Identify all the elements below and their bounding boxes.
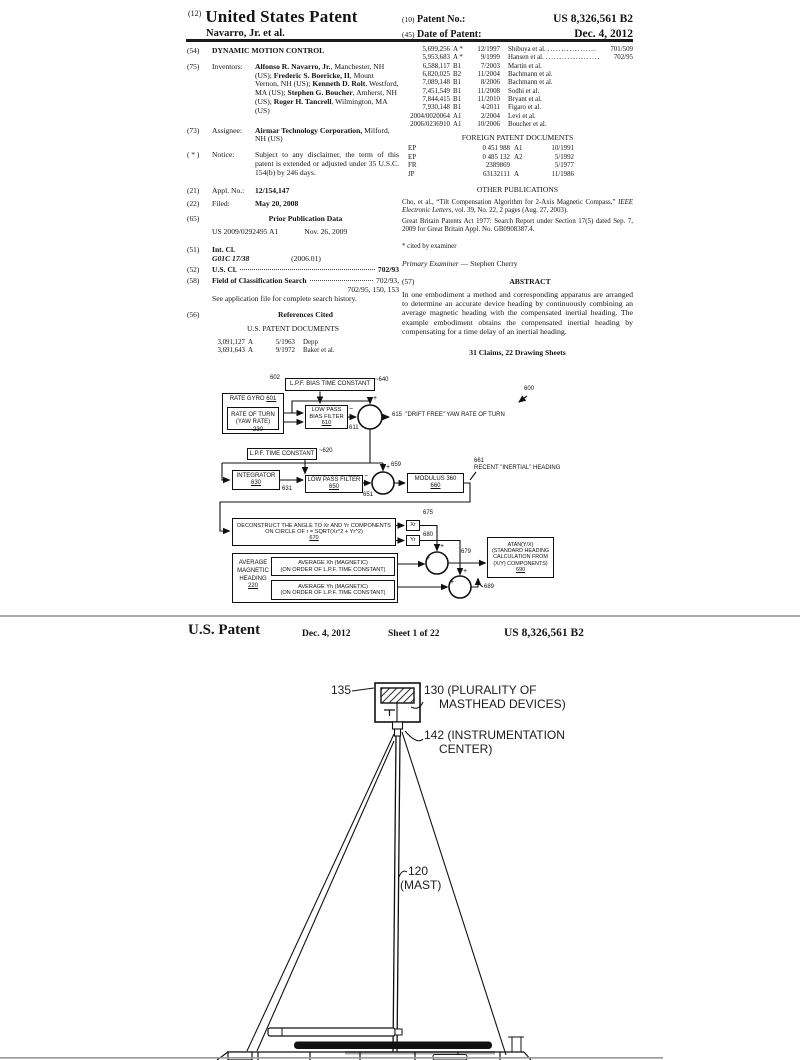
- other-publications-heading: OTHER PUBLICATIONS: [476, 184, 559, 194]
- patent-date-label: Date of Patent:: [417, 28, 482, 40]
- us-patent-ref-row: 7,089,148 B1 8/2006 Bachmann et al.: [422, 79, 553, 87]
- filed-label: Filed:: [212, 199, 230, 209]
- backstay-inner: [257, 741, 394, 1051]
- y-component-box: Yr: [406, 535, 420, 546]
- ref-611: 611: [349, 425, 359, 431]
- stern-locker: [228, 1052, 252, 1060]
- us-patent-ref-row: 3,691,643 A 9/1972 Baker et al.: [217, 347, 335, 355]
- bibliographic-right-column: [402, 46, 633, 358]
- cited-by-examiner-note: * cited by examiner: [402, 242, 457, 250]
- x-component-box: Xr: [406, 520, 420, 531]
- ref-600: 600: [524, 386, 535, 392]
- ref-620: ~620: [319, 448, 333, 454]
- ref-120-label: 120 (MAST): [400, 864, 442, 892]
- drift-free-output-label: 615 "DRIFT FREE" YAW RATE OF TURN: [392, 412, 505, 418]
- prior-publication-entry: [187, 215, 399, 224]
- rate-of-turn-box: RATE OF TURN (YAW RATE): [227, 407, 279, 430]
- int-cl-content: Int. Cl. G01C 17/38 (2006.01): [212, 244, 321, 263]
- dot-leader: [240, 269, 375, 270]
- int-cl-code: G01C 17/38: [212, 253, 250, 263]
- lpf-time-constant-box: L.P.F. TIME CONSTANT: [247, 448, 317, 460]
- svg-text:+: +: [373, 395, 378, 402]
- backstay-outer: [247, 734, 394, 1051]
- us-patent-documents-heading: U.S. PATENT DOCUMENTS: [247, 324, 339, 334]
- application-number-entry: [187, 187, 399, 196]
- inid-51: (51): [187, 244, 200, 254]
- field-label: Field of Classification Search: [212, 276, 307, 286]
- sheet-header-date: Dec. 4, 2012: [302, 629, 351, 639]
- svg-text:+: +: [440, 543, 445, 550]
- bow-pulpit: [508, 1037, 524, 1052]
- sailboat-figure: [0, 660, 800, 1060]
- inid-21: (21): [187, 185, 200, 195]
- ref-675: 675: [423, 510, 434, 516]
- inid-22: (22): [187, 199, 200, 209]
- invention-title-entry: [187, 47, 399, 56]
- average-magnetic-heading-label: AVERAGE MAGNETIC HEADING 220: [237, 560, 269, 590]
- boom-end-cap: [395, 1029, 402, 1035]
- us-refs-left: [187, 339, 399, 356]
- us-patent-ref-row: 5,699,256 A * 12/1997 Shibuya et al. .................. 701/509: [422, 46, 633, 53]
- primary-examiner-line: Primary Examiner — Stephen Cherry: [402, 258, 518, 268]
- svg-text:−: −: [349, 406, 354, 413]
- inid-52: (52): [187, 265, 200, 275]
- us-patent-ref-row: 6,820,025 B2 11/2004 Bachmann et al.: [422, 71, 553, 79]
- sheet-header-title: U.S. Patent: [188, 622, 261, 638]
- us-patent-ref-row: 2006/0236910 A1 10/2006 Boucher et al.: [410, 121, 547, 129]
- page1-header-left: [188, 7, 358, 39]
- kind-code: (12): [188, 9, 202, 18]
- stern-slant: [217, 1052, 228, 1060]
- inventors-label: Inventors:: [212, 61, 243, 71]
- ref-602: 602: [270, 375, 281, 381]
- heading-computation-flow-diagram: [0, 375, 800, 615]
- us-patent-ref-row: 7,451,549 B1 11/2008 Sodhi et al.: [422, 87, 540, 95]
- inid-54: (54): [187, 46, 200, 55]
- ref-689: 689: [484, 584, 495, 590]
- filed-value: May 20, 2008: [255, 199, 299, 209]
- rate-gyro-box: RATE GYRO 601 RATE OF TURN (YAW RATE): [222, 393, 284, 434]
- field-value: 702/93,: [376, 276, 399, 286]
- foreign-refs: [402, 145, 633, 180]
- dot-leader: [310, 280, 373, 281]
- lpf-bias-time-constant-box: L.P.F. BIAS TIME CONSTANT: [285, 378, 375, 391]
- us-patent-ref-row: 5,953,683 A * 9/1999 Hansen et al. .................... 702/95: [422, 54, 633, 62]
- foreign-ref-row: FR 2389869 5/1977: [408, 162, 574, 170]
- notice-entry: [187, 151, 399, 177]
- ref-651: 651: [363, 492, 374, 498]
- average-y-box: AVERAGE Yh (MAGNETIC) (ON ORDER OF L.P.F. TIME CONSTANT): [271, 580, 395, 600]
- inid-56: (56): [187, 309, 200, 319]
- inventor: Alfonso R. Navarro, Jr., Manchester, NH (US);: [255, 61, 385, 80]
- ref-679: 679: [461, 549, 472, 555]
- leader-135: [352, 688, 374, 691]
- us-patent-ref-row: 2004/0020064 A1 2/2004 Levi et al.: [410, 112, 536, 120]
- ref-659: 659: [391, 462, 402, 468]
- patent-number-label: Patent No.:: [417, 14, 466, 25]
- foreign-ref-row: EP 0 451 988 A1 10/1991: [408, 145, 574, 153]
- publication-1: Cho, et al., “Tilt Compensation Algorithm for 2-Axis Magnetic Compass,” IEEE Electronic Letters, vol. 39, No. 22, 2 pages (Aug. 27, 2003).: [402, 198, 633, 214]
- svg-text:+: +: [386, 464, 391, 471]
- foreign-patent-documents-heading: FOREIGN PATENT DOCUMENTS: [461, 133, 574, 143]
- abstract-text: In one embodiment a method and corresponding apparatus are arranged to determine an accurate device heading by continuously combining an average magnetic heading with the compensated inertial heading. The example embodiment obtains the compensated inertial heading by compensating for a time delay of an inertial heading.: [402, 289, 633, 336]
- ref-631: 631: [282, 486, 293, 492]
- assignee-label: Assignee:: [212, 125, 242, 135]
- prior-pub-number: US 2009/0292495 A1: [212, 226, 279, 236]
- page-divider: [0, 615, 800, 617]
- assignee-text: Airmar Technology Corporation, Milford, NH (US): [255, 125, 390, 144]
- claims-sheets-line: 31 Claims, 22 Drawing Sheets: [469, 348, 566, 358]
- int-cl-entry: [187, 246, 399, 264]
- us-cl-label: U.S. Cl.: [212, 265, 237, 275]
- low-pass-bias-filter-box: LOW PASS BIAS FILTER 610: [305, 405, 348, 429]
- references-cited-entry: [187, 311, 399, 320]
- publication-2: Great Britain Patents Act 1977: Search Report under Section 17(5) dated Sep. 7, 2009 for Great Britain Appl. No. GB0908387.4.: [402, 218, 633, 234]
- masthead-sensor-hatched: [381, 688, 414, 703]
- notice-text: Subject to any disclaimer, the term of this patent is extended or adjusted under 35 U.S.C. 154(b) by 246 days.: [255, 150, 399, 177]
- abstract-heading-row: [402, 278, 633, 287]
- field-note: See application file for complete search history.: [212, 293, 357, 303]
- inventor: Roger H. Tancrell, Wilmington, MA (US): [255, 96, 388, 115]
- page1-header-right: [402, 12, 633, 41]
- us-patent-ref-row: 3,091,127 A 5/1963 Depp: [217, 339, 318, 347]
- inventor: Stephen G. Boucher, Amherst, NH (US);: [255, 88, 397, 106]
- inid-10: (10): [402, 15, 415, 24]
- us-cl-entry: [187, 266, 399, 275]
- int-cl-version: (2006.01): [291, 253, 321, 263]
- journal-name: IEEE Electronic Letters: [402, 198, 633, 214]
- svg-text:−: −: [364, 473, 369, 480]
- ref-680: 680: [423, 532, 434, 538]
- patent-date-value: Dec. 4, 2012: [574, 27, 633, 40]
- ref-640: ~640: [375, 377, 389, 383]
- atan-box: ATAN(Y/X) (STANDARD HEADING CALCULATION FROM (X/Y) COMPONENTS) 690: [487, 537, 554, 578]
- deck-rail-bar: [294, 1042, 492, 1050]
- us-refs-right: [402, 46, 633, 129]
- average-magnetic-heading-box: [232, 553, 398, 603]
- forestay: [402, 732, 506, 1055]
- patent-number-value: US 8,326,561 B2: [553, 13, 633, 25]
- appl-label: Appl. No.:: [212, 185, 245, 195]
- prior-publication-data: [187, 228, 399, 237]
- foreign-ref-row: JP 63132111 A 11/1986: [408, 171, 574, 179]
- mast-line-right: [397, 736, 400, 1052]
- inid-65: (65): [187, 214, 200, 224]
- sailboat-drawing: [0, 660, 800, 1060]
- ref-142-label: 142 (INSTRUMENTATION CENTER): [424, 728, 565, 756]
- inventors-text: [255, 63, 399, 116]
- average-x-box: AVERAGE Xh (MAGNETIC) (ON ORDER OF L.P.F. TIME CONSTANT): [271, 557, 395, 576]
- modulus-360-box: MODULUS 360 660: [407, 473, 464, 493]
- bow-slant: [524, 1052, 531, 1060]
- inid-57: (57): [402, 276, 415, 286]
- us-patent-ref-row: 7,844,415 B1 11/2010 Bryant et al.: [422, 96, 542, 104]
- boom: [268, 1028, 395, 1036]
- inid-58: (58): [187, 276, 200, 286]
- filed-entry: [187, 200, 399, 209]
- ref-130-label: 130 (PLURALITY OF MASTHEAD DEVICES): [424, 683, 566, 711]
- ref-135-label: 135: [331, 683, 352, 697]
- header-rule: [186, 39, 633, 42]
- field-of-search-entry: [187, 277, 399, 303]
- inventor: Frederic S. Boericke, II, Mount Vernon, NH (US);: [255, 70, 374, 89]
- ref-230: 230: [253, 427, 264, 433]
- us-patent-ref-row: 7,930,148 B1 4/2011 Figaro et al.: [422, 104, 542, 112]
- sheet-header-sheet-number: Sheet 1 of 22: [388, 629, 440, 639]
- inid-75: (75): [187, 61, 200, 71]
- field-value2: 702/95, 150, 153: [347, 284, 399, 294]
- foreign-ref-row: EP 0 485 132 A2 5/1992: [408, 153, 574, 161]
- inid-star: ( * ): [187, 150, 200, 160]
- inid-45: (45): [402, 29, 415, 39]
- mast-line-left: [393, 736, 396, 1052]
- svg-text:+: +: [450, 579, 455, 586]
- notice-label: Notice:: [212, 150, 235, 160]
- references-cited-heading: References Cited: [278, 309, 333, 319]
- inventor: Kenneth D. Rolt, Westford, MA (US);: [255, 79, 399, 98]
- abstract-heading: ABSTRACT: [509, 276, 551, 286]
- first-inventor-line: Navarro, Jr. et al.: [206, 28, 285, 39]
- inventors-entry: [187, 63, 399, 116]
- deconstruct-angle-box: DECONSTRUCT THE ANGLE TO Xr AND Yr COMPONENTS ON CIRCLE OF r = SQRT(Xr^2 + Yr^2) 670: [232, 518, 396, 546]
- instrumentation-center-box: [393, 722, 403, 729]
- prior-publication-heading: Prior Publication Data: [268, 214, 343, 224]
- recent-inertial-heading-label: 661 RECENT "INERTIAL" HEADING: [474, 458, 561, 472]
- document-title: United States Patent: [205, 7, 358, 26]
- svg-text:+: +: [463, 568, 468, 575]
- summation-node-659: [372, 472, 394, 494]
- svg-text:+: +: [426, 555, 431, 562]
- low-pass-filter-box: LOW PASS FILTER 650: [305, 475, 363, 493]
- diagram-connectors: [0, 375, 800, 615]
- integrator-box: INTEGRATOR 630: [232, 470, 280, 490]
- us-patent-ref-row: 6,588,117 B1 7/2003 Martin et al.: [422, 62, 542, 70]
- invention-title: DYNAMIC MOTION CONTROL: [212, 46, 325, 55]
- appl-value: 12/154,147: [255, 185, 290, 195]
- summation-node-615: [358, 405, 382, 429]
- patent-number-row: [402, 12, 633, 27]
- bibliographic-left-column: [187, 47, 399, 356]
- inid-73: (73): [187, 125, 200, 135]
- sheet-header-patent-number: US 8,326,561 B2: [504, 627, 584, 639]
- us-cl-value: 702/93: [377, 265, 399, 275]
- leader-142: [405, 731, 423, 741]
- assignee-entry: [187, 127, 399, 145]
- prior-pub-date: Nov. 26, 2009: [304, 226, 348, 236]
